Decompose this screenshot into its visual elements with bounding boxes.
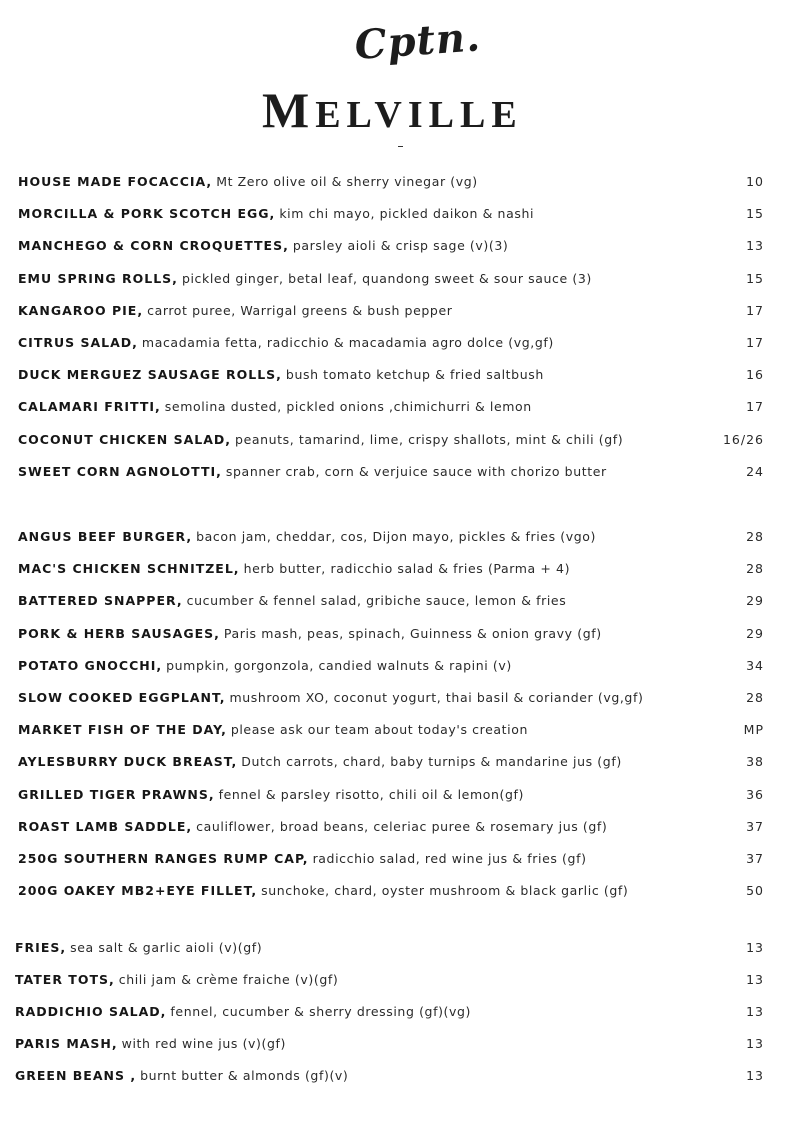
logo-rest: ELVILLE xyxy=(315,94,523,136)
menu-item-name xyxy=(18,848,587,870)
menu-item-name xyxy=(18,429,623,451)
item-title: MANCHEGO & CORN CROQUETTES, xyxy=(18,238,289,253)
menu-item-name xyxy=(18,171,478,193)
item-description: parsley aioli & crisp sage (v)(3) xyxy=(292,238,509,253)
item-price: 13 xyxy=(746,1068,764,1083)
item-description: radicchio salad, red wine jus & fries (gf) xyxy=(312,851,587,866)
item-description: bacon jam, cheddar, cos, Dijon mayo, pickles & fries (vgo) xyxy=(196,529,597,544)
menu-item-name xyxy=(15,937,262,959)
item-title: PORK & HERB SAUSAGES, xyxy=(18,626,220,641)
menu-item-name xyxy=(18,623,602,645)
menu-item xyxy=(0,268,794,290)
item-title: BATTERED SNAPPER, xyxy=(18,593,183,608)
item-title: MORCILLA & PORK SCOTCH EGG, xyxy=(18,206,276,221)
item-title: SLOW COOKED EGGPLANT, xyxy=(18,690,226,705)
divider xyxy=(398,146,403,147)
menu-item-name xyxy=(18,751,622,773)
item-description: Dutch carrots, chard, baby turnips & mandarine jus (gf) xyxy=(241,754,622,769)
item-title: EMU SPRING ROLLS, xyxy=(18,271,178,286)
menu-item xyxy=(0,203,794,225)
item-title: CITRUS SALAD, xyxy=(18,335,138,350)
menu-item xyxy=(0,623,794,645)
item-price: 13 xyxy=(746,238,764,253)
logo-script: Cptn. xyxy=(353,13,483,69)
item-price: 10 xyxy=(746,174,764,189)
item-price: 15 xyxy=(746,271,764,286)
menu-item-name xyxy=(15,1065,348,1087)
item-title: GREEN BEANS , xyxy=(15,1068,137,1083)
item-description: carrot puree, Warrigal greens & bush pepper xyxy=(147,303,453,318)
menu-item-name xyxy=(18,687,643,709)
menu-item-name xyxy=(18,880,628,902)
item-description: herb butter, radicchio salad & fries (Parma + 4) xyxy=(243,561,571,576)
item-description: macadamia fetta, radicchio & macadamia agro dolce (vg,gf) xyxy=(141,335,554,350)
menu-item-name xyxy=(18,590,566,612)
menu-item-name xyxy=(18,332,554,354)
item-price: 17 xyxy=(746,335,764,350)
menu-item xyxy=(0,1065,794,1087)
item-title: KANGAROO PIE, xyxy=(18,303,144,318)
item-description: cauliflower, broad beans, celeriac puree & rosemary jus (gf) xyxy=(196,819,608,834)
item-title: GRILLED TIGER PRAWNS, xyxy=(18,787,215,802)
menu-item xyxy=(0,526,794,548)
item-description: chili jam & crème fraiche (v)(gf) xyxy=(118,972,339,987)
menu-item-name xyxy=(18,364,544,386)
menu-item-name xyxy=(15,1033,286,1055)
menu-item-name xyxy=(18,268,592,290)
item-price: 28 xyxy=(746,690,764,705)
item-title: MAC'S CHICKEN SCHNITZEL, xyxy=(18,561,240,576)
menu-item-name xyxy=(18,300,452,322)
item-price: 24 xyxy=(746,464,764,479)
item-price: 13 xyxy=(746,1004,764,1019)
menu-item xyxy=(0,364,794,386)
item-price: 36 xyxy=(746,787,764,802)
menu-item-name xyxy=(18,816,607,838)
item-description: cucumber & fennel salad, gribiche sauce, lemon & fries xyxy=(186,593,567,608)
item-title: PARIS MASH, xyxy=(15,1036,118,1051)
menu-item xyxy=(0,1001,794,1023)
item-description: please ask our team about today's creation xyxy=(230,722,528,737)
item-description: peanuts, tamarind, lime, crispy shallots, mint & chili (gf) xyxy=(235,432,624,447)
item-title: HOUSE MADE FOCACCIA, xyxy=(18,174,213,189)
menu-item xyxy=(0,235,794,257)
logo-wordmark xyxy=(262,82,552,138)
item-title: COCONUT CHICKEN SALAD, xyxy=(18,432,232,447)
item-price: 13 xyxy=(746,1036,764,1051)
item-description: mushroom XO, coconut yogurt, thai basil & coriander (vg,gf) xyxy=(229,690,644,705)
item-price: 29 xyxy=(746,626,764,641)
menu-item-name xyxy=(18,719,528,741)
menu-item xyxy=(0,848,794,870)
item-price: 28 xyxy=(746,529,764,544)
menu-item xyxy=(0,655,794,677)
item-description: semolina dusted, pickled onions ,chimichurri & lemon xyxy=(164,399,532,414)
item-description: bush tomato ketchup & fried saltbush xyxy=(285,367,544,382)
menu-item xyxy=(0,880,794,902)
item-title: SWEET CORN AGNOLOTTI, xyxy=(18,464,222,479)
item-title: ANGUS BEEF BURGER, xyxy=(18,529,193,544)
menu-item xyxy=(0,429,794,451)
item-price: 29 xyxy=(746,593,764,608)
item-title: CALAMARI FRITTI, xyxy=(18,399,161,414)
item-description: Paris mash, peas, spinach, Guinness & onion gravy (gf) xyxy=(223,626,602,641)
menu-item xyxy=(0,171,794,193)
item-price: 16 xyxy=(746,367,764,382)
menu-item xyxy=(0,461,794,483)
menu-item-name xyxy=(18,396,532,418)
item-title: TATER TOTS, xyxy=(15,972,115,987)
menu-item xyxy=(0,332,794,354)
item-description: pumpkin, gorgonzola, candied walnuts & rapini (v) xyxy=(166,658,512,673)
item-price: 38 xyxy=(746,754,764,769)
item-description: fennel & parsley risotto, chili oil & lemon(gf) xyxy=(218,787,525,802)
menu-item xyxy=(0,937,794,959)
menu-item-name xyxy=(18,784,524,806)
item-description: Mt Zero olive oil & sherry vinegar (vg) xyxy=(216,174,478,189)
menu-item xyxy=(0,816,794,838)
item-price: 37 xyxy=(746,819,764,834)
item-title: MARKET FISH OF THE DAY, xyxy=(18,722,227,737)
item-description: sunchoke, chard, oyster mushroom & black garlic (gf) xyxy=(261,883,629,898)
menu-item-name xyxy=(18,461,607,483)
item-price: 16/26 xyxy=(722,432,764,447)
item-price: 50 xyxy=(746,883,764,898)
menu-item-name xyxy=(18,655,512,677)
menu-item xyxy=(0,969,794,991)
item-description: with red wine jus (v)(gf) xyxy=(121,1036,287,1051)
item-title: 250G SOUTHERN RANGES RUMP CAP, xyxy=(18,851,309,866)
item-title: POTATO GNOCCHI, xyxy=(18,658,163,673)
item-price: 28 xyxy=(746,561,764,576)
item-price: 17 xyxy=(746,399,764,414)
menu-item-name xyxy=(15,1001,471,1023)
menu-item xyxy=(0,687,794,709)
menu-item xyxy=(0,558,794,580)
item-price: 15 xyxy=(746,206,764,221)
menu-item xyxy=(0,784,794,806)
menu-item xyxy=(0,751,794,773)
menu-item-name xyxy=(15,969,338,991)
menu-item xyxy=(0,719,794,741)
menu-header xyxy=(0,0,794,160)
menu-item xyxy=(0,396,794,418)
item-description: sea salt & garlic aioli (v)(gf) xyxy=(70,940,263,955)
item-price: MP xyxy=(743,722,764,737)
item-price: 37 xyxy=(746,851,764,866)
item-description: pickled ginger, betal leaf, quandong sweet & sour sauce (3) xyxy=(181,271,592,286)
menu-item-name xyxy=(18,558,570,580)
item-description: fennel, cucumber & sherry dressing (gf)(vg) xyxy=(170,1004,472,1019)
item-title: DUCK MERGUEZ SAUSAGE ROLLS, xyxy=(18,367,282,382)
logo-initial: M xyxy=(262,82,316,138)
menu-item xyxy=(0,590,794,612)
item-description: burnt butter & almonds (gf)(v) xyxy=(140,1068,349,1083)
item-price: 13 xyxy=(746,940,764,955)
menu-item xyxy=(0,1033,794,1055)
menu-item-name xyxy=(18,235,508,257)
item-title: FRIES, xyxy=(15,940,67,955)
item-description: spanner crab, corn & verjuice sauce with chorizo butter xyxy=(225,464,607,479)
item-title: RADDICHIO SALAD, xyxy=(15,1004,167,1019)
item-title: ROAST LAMB SADDLE, xyxy=(18,819,193,834)
item-title: AYLESBURRY DUCK BREAST, xyxy=(18,754,238,769)
menu-item-name xyxy=(18,526,596,548)
item-description: kim chi mayo, pickled daikon & nashi xyxy=(279,206,535,221)
item-price: 34 xyxy=(746,658,764,673)
menu-item xyxy=(0,300,794,322)
item-price: 13 xyxy=(746,972,764,987)
item-price: 17 xyxy=(746,303,764,318)
menu-item-name xyxy=(18,203,534,225)
item-title: 200G OAKEY MB2+EYE FILLET, xyxy=(18,883,258,898)
